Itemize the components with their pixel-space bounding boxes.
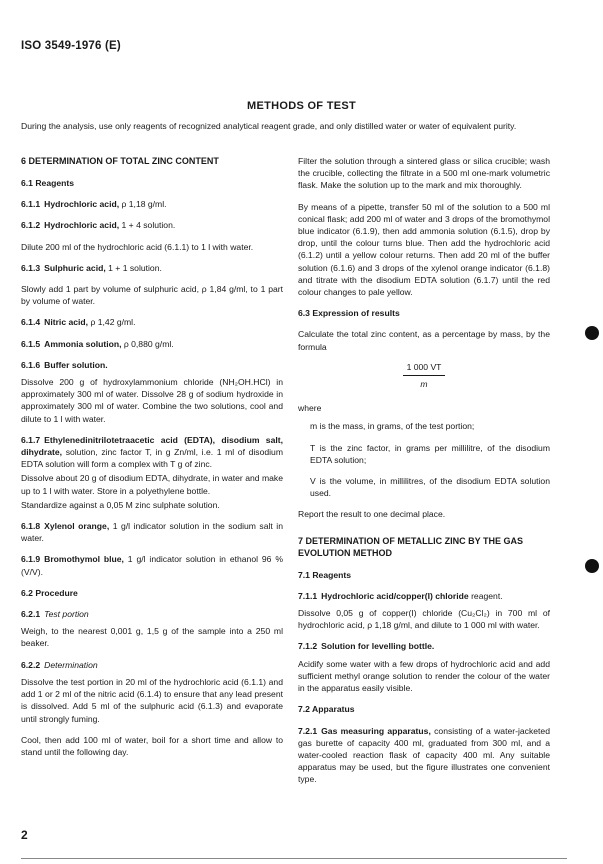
section-title: METHODS OF TEST (247, 100, 356, 112)
definition-v: V is the volume, in millilitres, of the disodium EDTA solution used. (310, 476, 550, 499)
clause-6-1-3 (21, 262, 283, 274)
clause-text: ρ 1,42 g/ml. (88, 317, 136, 328)
right-column (298, 155, 550, 795)
clause-number: 6.1.6 (21, 359, 41, 370)
heading-7: 7 DETERMINATION OF METALLIC ZINC BY THE GAS EVOLUTION METHOD (298, 535, 523, 558)
clause-6-1-5 (21, 338, 283, 350)
clause-text: 1 + 4 solution. (119, 220, 176, 231)
clause-text: ρ 0,880 g/ml. (121, 338, 174, 349)
clause-7-1-1 (298, 590, 550, 602)
clause-text: ρ 1,18 g/ml. (119, 199, 167, 210)
clause-text: 1 + 1 solution. (105, 262, 162, 273)
clause-text: solution, zinc factor T, in g Zn/ml, i.e. 1 ml of disodium EDTA solution will form a complex with T g of zinc. (21, 447, 283, 470)
clause-text: reagent. (468, 590, 503, 601)
clause-name: Ethylenedinitrilotetraacetic acid (EDTA), disodium salt, dihydrate, (21, 434, 283, 458)
clause-6-1-2 (21, 219, 283, 231)
clause-6-2-2 (21, 659, 283, 671)
clause-6-1-1 (21, 198, 283, 210)
heading-6-1: 6.1 Reagents (21, 178, 75, 188)
paragraph: Dissolve the test portion in 20 ml of the hydrochloric acid (6.1.1) and add 1 or 2 ml of the nitric acid (6.1.4) to ensure that any lead present is dissolved. Add 5 ml of the sulphuric acid (6.1.3) and evaporate until strongly fuming. (21, 676, 283, 724)
paragraph: Standardize against a 0,05 M zinc sulphate solution. (21, 499, 220, 510)
page-number: 2 (21, 828, 28, 842)
clause-6-1-6 (21, 359, 283, 371)
clause-7-2-1 (298, 725, 550, 786)
formula-denominator: m (420, 379, 428, 390)
clause-name: Determination (44, 659, 98, 670)
clause-number: 6.1.3 (21, 262, 41, 273)
paragraph: Acidify some water with a few drops of hydrochloric acid and add sufficient methyl orange solution to render the colour of the water in the apparatus easily visible. (298, 658, 550, 694)
clause-name: Xylenol orange, (44, 521, 110, 532)
clause-name: Ammonia solution, (44, 338, 122, 349)
clause-name: Hydrochloric acid, (44, 220, 120, 231)
clause-6-1-8 (21, 520, 283, 544)
clause-number: 6.1.8 (21, 521, 41, 532)
paragraph: Dissolve 200 g of hydroxylammonium chloride (NH₂OH.HCl) in approximately 300 ml of water. Dissolve 28 g of sodium hydroxide in approximately 300 ml of water. Combine the two solutions, cool and dilute to 1 l with water. (21, 377, 283, 424)
heading-7-1: 7.1 Reagents (298, 569, 352, 580)
clause-name: Buffer solution. (44, 359, 108, 370)
clause-name: Hydrochloric acid, (44, 199, 120, 210)
paragraph: By means of a pipette, transfer 50 ml of the solution to a 500 ml conical flask; add 200 ml of water and 3 drops of the bromothymol blue indicator (6.1.9), then add ammonia solution (6.1.5), drop by drop, until the colour turns blue. Then add the hydrochloric acid (6.1.2) until a yellow colour returns. Then add 20 ml of the buffer solution (6.1.6) and 3 drops of the xylenol orange indicator (6.1.8) and titrate with the disodium EDTA solution (6.1.7) until the red colour changes to pale yellow. (298, 201, 550, 298)
left-column (21, 155, 283, 767)
bottom-rule (21, 858, 567, 859)
clause-number: 6.1.4 (21, 317, 41, 328)
document-header: ISO 3549-1976 (E) (21, 40, 121, 52)
punch-hole-mark (585, 559, 599, 573)
clause-name: Sulphuric acid, (44, 262, 106, 273)
clause-6-1-7 (21, 434, 283, 471)
punch-hole-mark (585, 326, 599, 340)
paragraph: Dissolve about 20 g of disodium EDTA, dihydrate, in water and make up to 1 l with water. Store in a polyethylene bottle. (21, 473, 283, 496)
clause-number: 7.2.1 (298, 725, 318, 736)
clause-name: Nitric acid, (44, 317, 89, 328)
clause-text: 1 g/l indicator solution in the sodium salt in water. (21, 521, 283, 544)
clause-number: 6.2.1 (21, 609, 41, 620)
clause-name: Bromothymol blue, (44, 554, 124, 565)
paragraph: Calculate the total zinc content, as a percentage by mass, by the formula (298, 329, 550, 352)
fraction (403, 361, 446, 390)
clause-6-1-9 (21, 553, 283, 577)
clause-name: Gas measuring apparatus, (321, 725, 431, 736)
paragraph: Dilute 200 ml of the hydrochloric acid (6.1.1) to 1 l with water. (21, 241, 254, 252)
paragraph: Report the result to one decimal place. (298, 509, 446, 520)
clause-number: 6.1.1 (21, 199, 41, 210)
paragraph: Slowly add 1 part by volume of sulphuric acid, ρ 1,84 g/ml, to 1 part by volume of water. (21, 284, 283, 307)
clause-text: consisting of a water-jacketed gas burette of capacity 400 ml, graduated from 300 ml, and a water-cooled reaction flask of capacity 400 ml. Any suitable apparatus may be used, but the figure illustrates one convenient type. (298, 725, 550, 785)
clause-name: Hydrochloric acid/copper(I) chloride (321, 590, 469, 601)
formula-numerator: 1 000 VT (403, 361, 446, 376)
clause-name: Test portion (44, 609, 89, 620)
clause-6-1-4 (21, 316, 283, 328)
definition-m: m is the mass, in grams, of the test portion; (310, 421, 475, 432)
heading-7-2: 7.2 Apparatus (298, 704, 355, 715)
paragraph: Cool, then add 100 ml of water, boil for a short time and allow to stand until the following day. (21, 734, 283, 757)
definition-t: T is the zinc factor, in grams per millilitre, of the disodium EDTA solution; (310, 442, 550, 465)
clause-number: 6.1.9 (21, 554, 41, 565)
clause-text: 1 g/l indicator solution in ethanol 96 % (V/V). (21, 554, 283, 577)
clause-name: Solution for levelling bottle. (321, 641, 435, 652)
paragraph: where (298, 403, 322, 414)
clause-number: 6.1.2 (21, 220, 41, 231)
paragraph: Filter the solution through a sintered glass or silica crucible; wash the crucible, collecting the filtrate in a 500 ml one-mark volumetric flask. Make the solution up to the mark and mix thoroughly. (298, 156, 550, 191)
formula (298, 361, 550, 390)
clause-number: 7.1.1 (298, 590, 318, 601)
heading-6: 6 DETERMINATION OF TOTAL ZINC CONTENT (21, 156, 219, 166)
heading-6-2: 6.2 Procedure (21, 587, 78, 598)
clause-number: 6.1.7 (21, 434, 41, 445)
clause-6-2-1 (21, 608, 283, 620)
paragraph: Dissolve 0,05 g of copper(I) chloride (Cu₂Cl₂) in 700 ml of hydrochloric acid, ρ 1,18 g/ml, and dilute to 1 000 ml with water. (298, 608, 550, 631)
clause-number: 6.1.5 (21, 338, 41, 349)
paragraph: Weigh, to the nearest 0,001 g, 1,5 g of the sample into a 250 ml beaker. (21, 626, 283, 649)
intro-paragraph: During the analysis, use only reagents of recognized analytical reagent grade, and only distilled water or water of equivalent purity. (21, 121, 517, 131)
clause-number: 6.2.2 (21, 659, 41, 670)
clause-7-1-2 (298, 640, 550, 652)
heading-6-3: 6.3 Expression of results (298, 308, 400, 319)
clause-number: 7.1.2 (298, 641, 318, 652)
